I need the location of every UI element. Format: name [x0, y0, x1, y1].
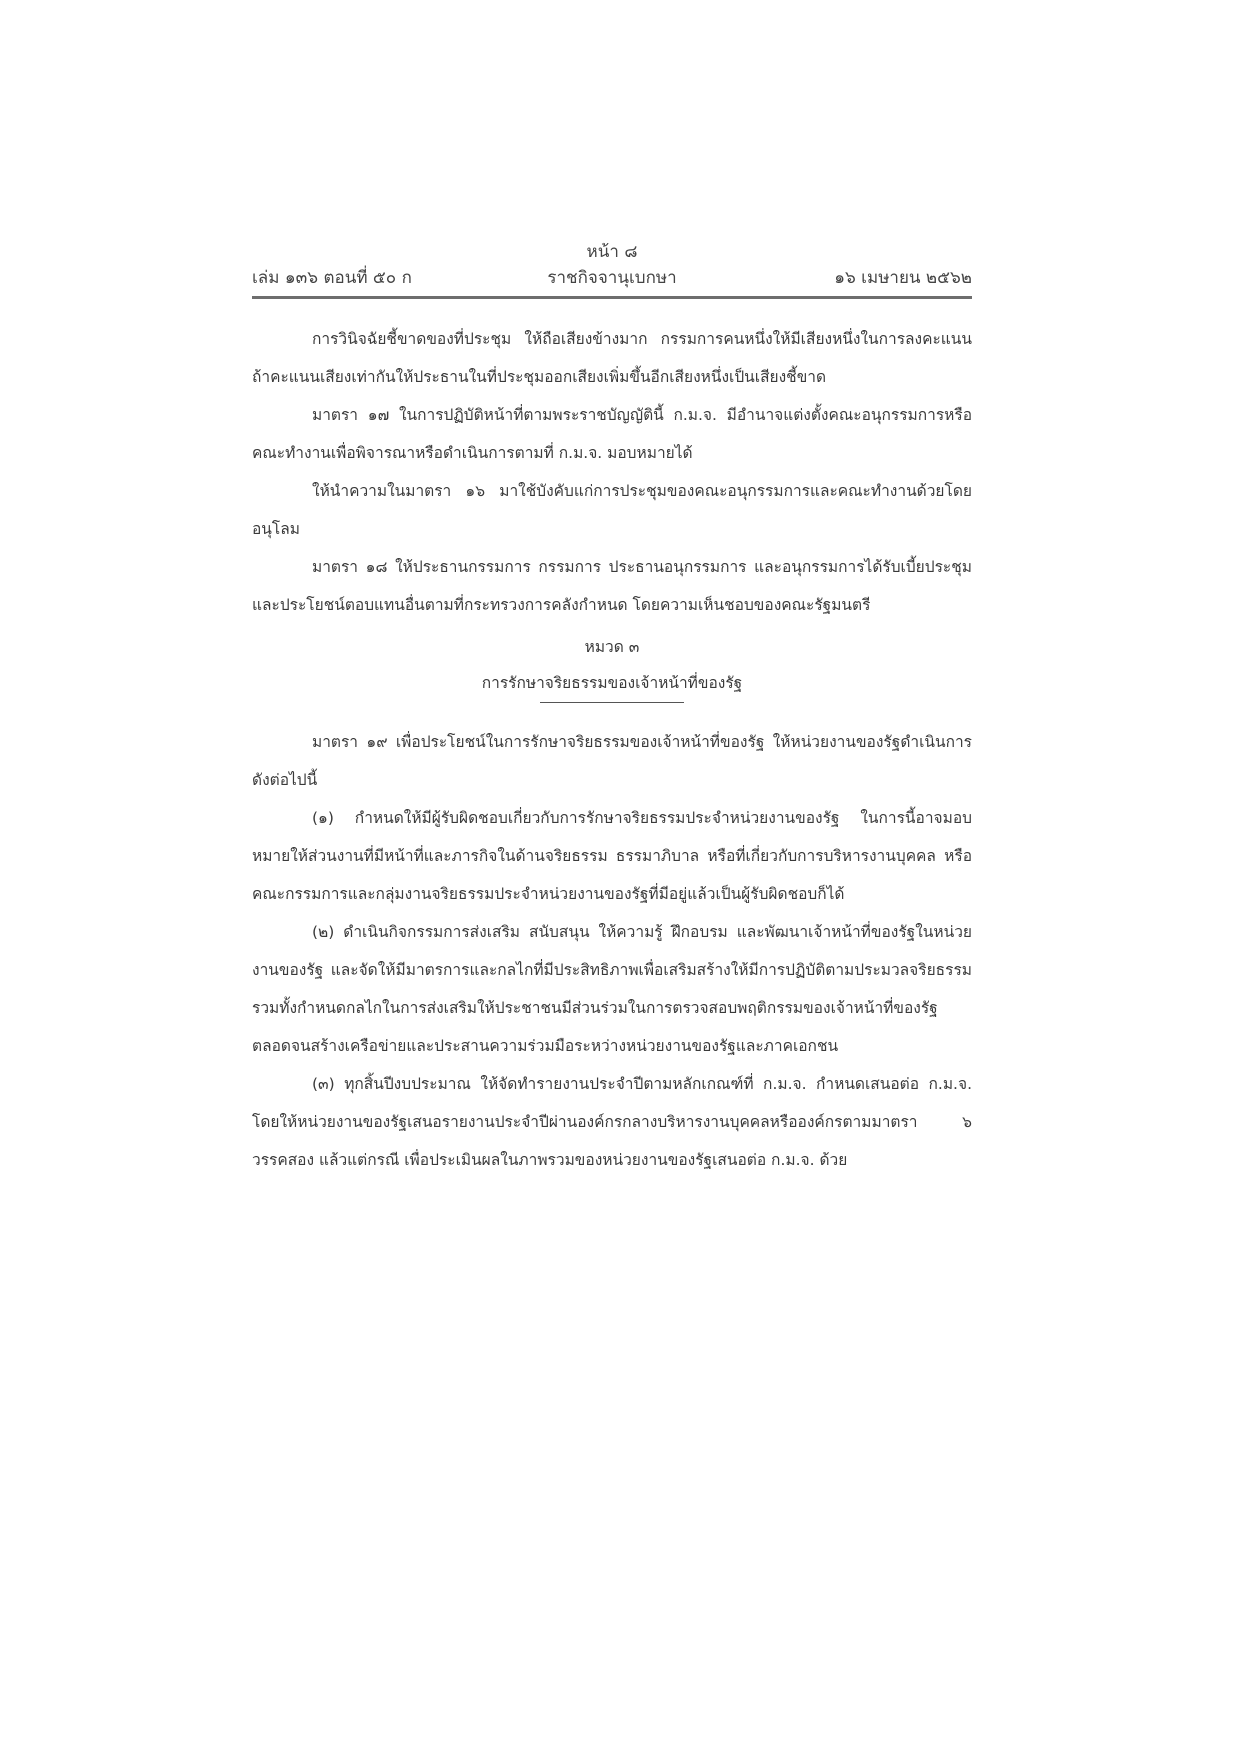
- chapter-title: การรักษาจริยธรรมของเจ้าหน้าที่ของรัฐ: [481, 674, 743, 692]
- paragraph: (๓) ทุกสิ้นปีงบประมาณ ให้จัดทำรายงานประจำปีตามหลักเกณฑ์ที่ ก.ม.จ. กำหนดเสนอต่อ ก.ม.จ. โดยให้หน่วยงานของรัฐเสนอรายงานประจำปีผ่านองค์กรกลางบริหารงานบุคคลหรือองค์กรตามมาตรา ๖ วรรคสอง แล้วแต่กรณี เพื่อประเมินผลในภาพรวมของหน่วยงานของรัฐเสนอต่อ ก.ม.จ. ด้วย: [252, 1075, 972, 1169]
- page-header: [252, 240, 972, 299]
- paragraph: (๑) กำหนดให้มีผู้รับผิดชอบเกี่ยวกับการรักษาจริยธรรมประจำหน่วยงานของรัฐ ในการนี้อาจมอบหมายให้ส่วนงานที่มีหน้าที่และภารกิจในด้านจริยธรรม ธรรมาภิบาล หรือที่เกี่ยวกับการบริหารงานบุคคล หรือคณะกรรมการและกลุ่มงานจริยธรรมประจำหน่วยงานของรัฐที่มีอยู่แล้วเป็นผู้รับผิดชอบก็ได้: [252, 809, 972, 903]
- page-number: หน้า ๘: [586, 242, 638, 262]
- publication-name: ราชกิจจานุเบกษา: [547, 268, 677, 288]
- paragraph: มาตรา ๑๗ ในการปฏิบัติหน้าที่ตามพระราชบัญญัตินี้ ก.ม.จ. มีอำนาจแต่งตั้งคณะอนุกรรมการหรือคณะทำงานเพื่อพิจารณาหรือดำเนินการตามที่ ก.ม.จ. มอบหมายได้: [252, 406, 972, 462]
- publication-date: ๑๖ เมษายน ๒๕๖๒: [834, 268, 972, 288]
- header-divider: [252, 296, 972, 299]
- header-row: [252, 264, 972, 292]
- paragraph: ให้นำความในมาตรา ๑๖ มาใช้บังคับแก่การประชุมของคณะอนุกรรมการและคณะทำงานด้วยโดยอนุโลม: [252, 482, 972, 538]
- paragraph: (๒) ดำเนินกิจกรรมการส่งเสริม สนับสนุน ให้ความรู้ ฝึกอบรม และพัฒนาเจ้าหน้าที่ของรัฐในหน่วยงานของรัฐ และจัดให้มีมาตรการและกลไกที่มีประสิทธิภาพเพื่อเสริมสร้างให้มีการปฏิบัติตามประมวลจริยธรรม รวมทั้งกำหนดกลไกในการส่งเสริมให้ประชาชนมีส่วนร่วมในการตรวจสอบพฤติกรรมของเจ้าหน้าที่ของรัฐ ตลอดจนสร้างเครือข่ายและประสานความร่วมมือระหว่างหน่วยงานของรัฐและภาคเอกชน: [252, 923, 972, 1055]
- chapter-number: หมวด ๓: [584, 638, 640, 656]
- chapter-divider: [540, 702, 684, 703]
- paragraph: มาตรา ๑๘ ให้ประธานกรรมการ กรรมการ ประธานอนุกรรมการ และอนุกรรมการได้รับเบี้ยประชุมและประโยชน์ตอบแทนอื่นตามที่กระทรวงการคลังกำหนด โดยความเห็นชอบของคณะรัฐมนตรี: [252, 558, 972, 614]
- document-body: [252, 320, 972, 1179]
- volume-issue: เล่ม ๑๓๖ ตอนที่ ๕๐ ก: [252, 268, 412, 288]
- paragraph: มาตรา ๑๙ เพื่อประโยชน์ในการรักษาจริยธรรมของเจ้าหน้าที่ของรัฐ ให้หน่วยงานของรัฐดำเนินการ ดังต่อไปนี้: [252, 733, 972, 789]
- paragraph: การวินิจฉัยชี้ขาดของที่ประชุม ให้ถือเสียงข้างมาก กรรมการคนหนึ่งให้มีเสียงหนึ่งในการลงคะแนน ถ้าคะแนนเสียงเท่ากันให้ประธานในที่ประชุมออกเสียงเพิ่มขึ้นอีกเสียงหนึ่งเป็นเสียงชี้ขาด: [252, 330, 972, 386]
